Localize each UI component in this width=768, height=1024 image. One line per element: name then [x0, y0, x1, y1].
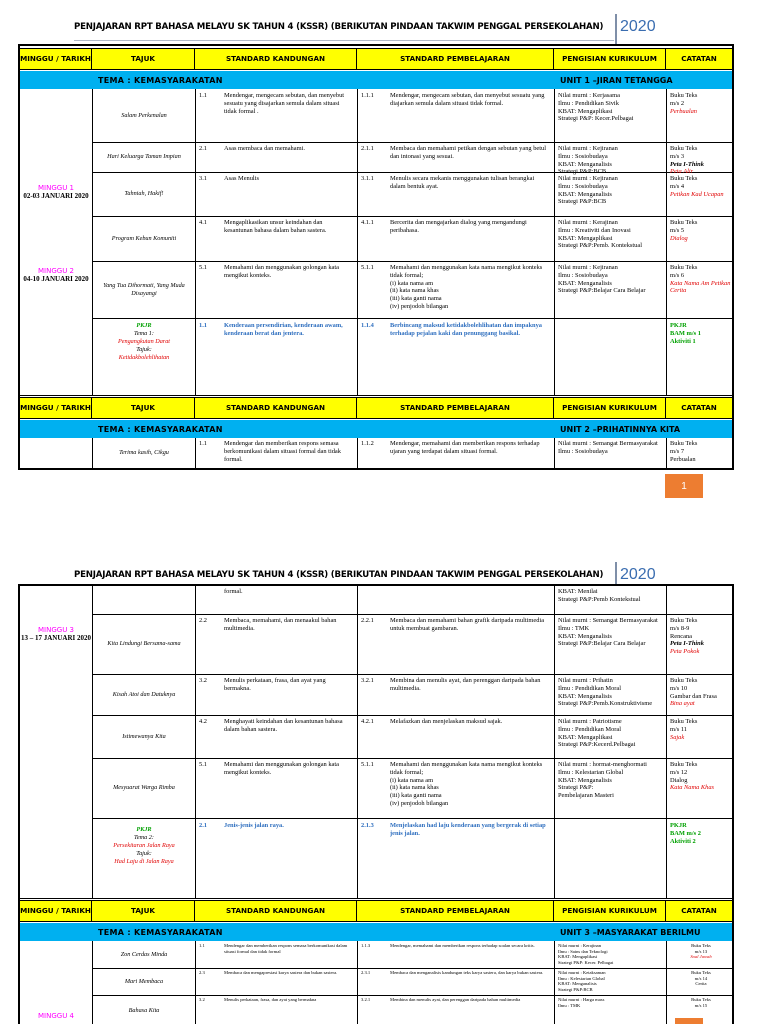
catatan-note: Dialog [670, 234, 688, 242]
pkjr-topic [96, 322, 192, 362]
pengisian-kurikulum: Nilai murni : Kejiranan Ilmu : Sosiobudaya KBAT: Menganalisis Strategi P&P:Belajar Cara Belajar [558, 264, 646, 295]
sk-number: 1.1 [199, 440, 207, 447]
unit-label: UNIT 2 –PRIHATINNYA KITA [560, 424, 681, 434]
rpt-table [18, 584, 734, 1024]
pkjr-aktiviti: Aktiviti 1 [670, 337, 696, 345]
tema-label: TEMA : KEMASYARAKATAN [98, 927, 223, 937]
sp-number: 3.2.1 [361, 677, 374, 684]
topic: Mari Membaca [124, 977, 164, 985]
page-header [0, 10, 768, 46]
tema-row [20, 923, 732, 941]
sk-number: 2.1 [199, 822, 207, 829]
pkjr-bam: BAM m/s 2 [670, 829, 701, 837]
sk-number: 2.1 [199, 145, 207, 152]
catatan-ithink: Peta I-Think [670, 160, 704, 168]
catatan-note: Kata Nama Am Petikan Cerita [670, 279, 731, 295]
week-2 [20, 267, 92, 283]
week-3 [20, 626, 92, 642]
sp-number: 1.1.4 [361, 322, 374, 329]
sk-number: 1.1 [199, 322, 207, 329]
sp-number: 1.1.1 [361, 92, 374, 99]
document-title: PENJAJARAN RPT BAHASA MELAYU SK TAHUN 4 (KSSR) (BERIKUTAN PINDAAN TAKWIM PENGGAL PERSEKOLAHAN) [74, 22, 604, 32]
tema-row-2 [20, 420, 732, 438]
catatan-text: Buku Teks m/s 13 [691, 943, 711, 954]
week-label: MINGGU 1 [38, 184, 74, 192]
sk-number: 4.1 [199, 219, 207, 226]
standard-pembelajaran: Mendengar, mengecam sebutan, dan menyebut sesuatu yang diajarkan semula dalam situasi tidak formal. [390, 92, 545, 107]
week-label: MINGGU 4 [38, 1012, 74, 1020]
pkjr-label: PKJR [136, 322, 152, 329]
standard-kandungan: Mendengar, mengecam sebutan, dan menyebut sesuatu yang disajarkan semula dalam situasi tidak formal . [224, 92, 345, 115]
tema-label: TEMA : KEMASYARAKATAN [98, 424, 223, 434]
column-header-row [20, 900, 732, 922]
catatan [670, 822, 732, 845]
pkjr-tema-name: Pengangkutan Darat [117, 338, 171, 346]
standard-pembelajaran: Membaca dan memahami petikan dengan sebutan yang betul dan intonasi yang sesuai. [390, 145, 546, 160]
pkjr-topic [96, 826, 192, 866]
catatan-note: Soal Jawab [690, 954, 712, 959]
standard-pembelajaran: Menulis secara mekanis menggunakan tulisan berangkai dalam bentuk ayat. [390, 175, 535, 190]
standard-pembelajaran: Melafazkan dan menjelaskan maksud sajak. [390, 718, 503, 725]
catatan: Buku Teks m/s 15 [691, 997, 711, 1008]
catatan [670, 617, 732, 656]
col-standard-kandungan: STANDARD KANDUNGAN [195, 49, 357, 69]
sk-number: 4.2 [199, 718, 207, 725]
pengisian-kurikulum: Nilai murni : Kerjasama Ilmu : Pendidikan Sivik KBAT: Mengaplikasi Strategi P&P: Kecer.Pelbagai [558, 92, 634, 123]
standard-pembelajaran: Membina dan menulis ayat, dan perenggan daripada bahan multimedia [390, 997, 521, 1002]
pkjr-tajuk-name: Ketidakbolehlihatan [118, 354, 170, 362]
sk-number: 2.2 [199, 617, 207, 624]
standard-pembelajaran: Memahami dan menggunakan kata nama mengikut konteks tidak formal; (i) kata nama am (ii) kata nama khas (iii) kata ganti nama (iv) penjodoh bilangan [390, 264, 543, 311]
sp-number: 2.1.1 [361, 145, 374, 152]
column-header-row-2 [20, 397, 732, 419]
col-minggu: MINGGU / TARIKH [20, 398, 92, 418]
sk-number: 3.1 [199, 175, 207, 182]
pengisian-kurikulum: Nilai murni : Semangat Bermasyarakat Ilmu : Sosiobudaya [558, 440, 658, 455]
pengisian-kurikulum-continued: KBAT: Menilai Strategi P&P:Pemb Kontekstual [558, 588, 641, 603]
col-pengisian-kurikulum: PENGISIAN KURIKULUM [554, 49, 666, 69]
topic: Salam Perkenalan [121, 111, 167, 119]
topic: Program Kebun Komuniti [111, 234, 177, 242]
col-minggu: MINGGU / TARIKH [20, 901, 92, 921]
sp-number: 2.3.1 [361, 970, 371, 975]
sp-number: 2.1.3 [361, 822, 374, 829]
col-pengisian-kurikulum: PENGISIAN KURIKULUM [554, 398, 666, 418]
catatan-note: Peta Alir [670, 168, 694, 176]
catatan-text: Buku Teks m/s 4 [670, 175, 698, 190]
sp-number: 1.1.3 [361, 943, 371, 948]
sk-number: 5.1 [199, 761, 207, 768]
pkjr-tag: PKJR [670, 822, 687, 829]
sk-number: 1.1 [199, 943, 205, 948]
pkjr-tema: Tema 2: [134, 834, 154, 842]
pengisian-kurikulum: Nilai murni : Semangat Bermasyarakat Ilmu : TMK KBAT: Menganalisis Strategi P&P:Belajar Cara Belajar [558, 617, 658, 648]
topic: Hari Keluarga Taman Impian [107, 153, 181, 161]
catatan-text: Buku Teks m/s 3 [670, 145, 698, 160]
standard-kandungan: Asas membaca dan memahami. [224, 145, 305, 152]
document-title: PENJAJARAN RPT BAHASA MELAYU SK TAHUN 4 (KSSR) (BERIKUTAN PINDAAN TAKWIM PENGGAL PERSEKOLAHAN) [74, 570, 604, 580]
standard-kandungan: Mengaplikasikan unsur keindahan dan kesantunan bahasa dalam bahan sastera. [224, 219, 327, 234]
catatan [670, 718, 732, 741]
col-tajuk: TAJUK [92, 901, 195, 921]
week-dates: 04-10 JANUARI 2020 [23, 275, 89, 284]
standard-kandungan: Mendengar dan memberikan respons semasa berkomunikasi dalam situasi formal dan tidak formal [224, 943, 348, 954]
document-year: 2020 [620, 18, 656, 35]
sp-number: 4.1.1 [361, 219, 374, 226]
catatan [670, 761, 732, 792]
table-body-2 [20, 941, 732, 1024]
standard-pembelajaran: Membaca dan menganalisis kandungan teks karya sastera, dan karya bukan sastera. [390, 970, 544, 975]
standard-pembelajaran: Bercerita dan mengajarkan dialog yang mengandungi peribahasa. [390, 219, 527, 234]
col-standard-pembelajaran: STANDARD PEMBELAJARAN [357, 49, 554, 69]
topic: Bahasa Kita [128, 1006, 160, 1014]
col-standard-kandungan: STANDARD KANDUNGAN [195, 398, 357, 418]
header-divider [615, 14, 617, 44]
catatan-ithink: Peta I-Think [670, 640, 704, 648]
standard-kandungan: Menulis perkataan, frasa, dan ayat yang bermakna [224, 997, 317, 1002]
pkjr-label: PKJR [136, 826, 152, 833]
pkjr-tajuk: Tajuk: [136, 850, 152, 858]
header-underline [74, 40, 614, 41]
catatan-note: Petikan Kad Ucapan [670, 190, 724, 198]
tema-row [20, 71, 732, 89]
week-4 [20, 1012, 92, 1020]
document-year: 2020 [620, 566, 656, 583]
catatan-note: Bina ayat [670, 700, 695, 708]
catatan-text: Buku Teks m/s 5 [670, 219, 698, 234]
standard-kandungan: Mendengar dan memberikan respons semasa berkomunikasi dalam situasi formal dan tidak formal. [224, 440, 341, 463]
pengisian-kurikulum: Nilai murni : Kerajinan Ilmu : Sains dan Teknologi KBAT: Mengaplikasi Strategi P&P: Kecer. Pelbagai [558, 943, 614, 965]
catatan: Buku Teks m/s 7 Perbualan [670, 440, 698, 463]
catatan [670, 175, 732, 198]
standard-pembelajaran: Berbincang maksud ketidakbolehlihatan dan impaknya terhadap pejalan kaki dan penunggang basikal. [390, 322, 543, 337]
catatan [670, 92, 732, 115]
sp-number: 4.2.1 [361, 718, 374, 725]
pengisian-kurikulum: Nilai murni : Patriotisme Ilmu : Pendidikan Moral KBAT: Mengaplikasi Strategi P&P:Kecerd.Pelbagai [558, 718, 636, 749]
col-catatan: CATATAN [681, 906, 717, 916]
catatan-note: Kata Nama Khas [670, 784, 715, 792]
standard-kandungan: Menghayati keindahan dan kesantunan bahasa dalam bahan sastera. [224, 718, 343, 733]
catatan [670, 943, 732, 960]
sp-number: 1.1.2 [361, 440, 374, 447]
catatan [670, 677, 732, 708]
pengisian-kurikulum: Nilai murni : hormat-menghormati Ilmu : Kelestarian Global KBAT: Menganalisis Strategi P&P: Pembelajaran Masteri [558, 761, 647, 800]
standard-pembelajaran: Memahami dan menggunakan kata nama mengikut konteks tidak formal; (i) kata nama am (ii) kata nama khas (iii) kata ganti nama (iv) penjodoh bilangan [390, 761, 543, 808]
pkjr-tag: PKJR [670, 322, 687, 329]
topic: Kisah Atoi dan Datuknya [112, 690, 176, 698]
week-dates: 13 – 17 JANUARI 2020 [21, 634, 91, 643]
col-catatan: CATATAN [681, 403, 717, 413]
sp-number: 3.1.1 [361, 175, 374, 182]
topic: Zon Cerdas Minda [120, 950, 168, 958]
standard-pembelajaran: Menjelaskan had laju kenderaan yang bergerak di setiap jenis jalan. [390, 822, 546, 837]
col-standard-pembelajaran: STANDARD PEMBELAJARAN [357, 398, 554, 418]
catatan-note: Sajak [670, 733, 685, 741]
pkjr-tajuk: Tajuk: [136, 346, 152, 354]
column-header-row [20, 48, 732, 70]
standard-kandungan: Asas Menulis [224, 175, 259, 182]
pengisian-kurikulum: Nilai murni : Kejiranan Ilmu : Sosiobudaya KBAT: Menganalisis Strategi P&P:BCB [558, 145, 618, 176]
standard-kandungan: Memahami dan menggunakan golongan kata mengikut konteks. [224, 761, 339, 776]
catatan [670, 264, 732, 295]
sk-number: 2.3 [199, 970, 205, 975]
catatan [670, 145, 732, 176]
sk-number: 3.2 [199, 997, 205, 1002]
topic: Terima kasih, Cikgu [119, 449, 169, 457]
week-label: MINGGU 2 [38, 267, 74, 275]
week-1 [20, 184, 92, 200]
pkjr-tema-name: Persekitaran Jalan Raya [113, 842, 175, 850]
page-number-badge: 1 [665, 474, 703, 498]
sp-number: 2.2.1 [361, 617, 374, 624]
standard-kandungan: Jenis-jenis jalan raya. [224, 822, 284, 829]
pkjr-aktiviti: Aktiviti 2 [670, 837, 696, 845]
catatan [670, 219, 732, 242]
sp-number: 5.1.1 [361, 264, 374, 271]
standard-kandungan: Menulis perkataan, frasa, dan ayat yang bermakna. [224, 677, 326, 692]
topic: Yang Tua Dihormati, Yang Muda Disayangi [103, 281, 185, 297]
col-tajuk: TAJUK [92, 398, 195, 418]
topic: Istimewanya Kita [122, 732, 166, 740]
catatan [670, 322, 732, 345]
table-body-2 [20, 438, 732, 468]
col-catatan: CATATAN [681, 54, 717, 64]
pkjr-tema: Tema 1: [134, 330, 154, 338]
pengisian-kurikulum: Nilai murni : Harga mass Ilmu : TMK [558, 997, 605, 1008]
table-body [20, 586, 732, 898]
pengisian-kurikulum: Nilai murni : Ketaksaman Ilmu : Kelestarian Global KBAT: Menganalisis Strategi P&P:BCB [558, 970, 606, 992]
sk-number: 1.1 [199, 92, 207, 99]
catatan-text: Buku Teks m/s 11 [670, 718, 698, 733]
catatan-note: Perbualan [670, 107, 697, 115]
topic: Mesyuarat Warga Rimba [113, 784, 175, 792]
col-standard-pembelajaran: STANDARD PEMBELAJARAN [357, 901, 554, 921]
page-2 [0, 548, 768, 1024]
pengisian-kurikulum: Nilai murni : Prihatin Ilmu : Pendidikan Moral KBAT: Menganalisis Strategi P&P:Pemb.Konstruktivisme [558, 677, 653, 708]
page-number-badge [675, 1018, 703, 1024]
week-dates: 02-03 JANUARI 2020 [23, 192, 89, 201]
standard-kandungan-continued: formal. [224, 588, 243, 595]
pengisian-kurikulum: Nilai murni : Kejiranan Ilmu : Sosiobudaya KBAT: Menganalisis Strategi P&P:BCB [558, 175, 618, 206]
catatan-text: Buku Teks m/s 2 [670, 92, 698, 107]
page-1 [0, 0, 768, 500]
catatan-text: Buku Teks m/s 8-9 Rencana [670, 617, 698, 640]
tema-label: TEMA : KEMASYARAKATAN [98, 75, 223, 85]
standard-kandungan: Membaca, memahami, dan menaakul bahan multimedia. [224, 617, 337, 632]
sp-number: 5.1.1 [361, 761, 374, 768]
week-label: MINGGU 3 [38, 626, 74, 634]
sk-number: 3.2 [199, 677, 207, 684]
topic: Tahniah, Hakif! [124, 190, 164, 198]
catatan-note: Peta Pokok [670, 648, 700, 656]
standard-pembelajaran: Mendengar, memahami dan memberikan respons terhadap ujaran yang terdapat dalam situasi formal. [390, 440, 540, 455]
standard-kandungan: Membaca dan mengapresiasi karya sastera dan bukan sastera. [224, 970, 338, 975]
table-body [20, 89, 732, 395]
topic: Kita Lindungi Bersama-sama [107, 640, 181, 648]
sp-number: 3.2.1 [361, 997, 371, 1002]
col-tajuk: TAJUK [92, 49, 195, 69]
col-minggu: MINGGU / TARIKH [20, 49, 92, 69]
standard-kandungan: Kenderaan persendirian, kenderaan awam, kenderaan berat dan jentera. [224, 322, 343, 337]
unit-label: UNIT 1 –JIRAN TETANGGA [560, 75, 673, 85]
rpt-table [18, 44, 734, 470]
unit-label: UNIT 3 –MASYARAKAT BERILMU [560, 927, 701, 937]
pengisian-kurikulum: Nilai murni : Kerajinan Ilmu : Kreativiti dan Inovasi KBAT: Mengaplikasi Strategi P&P:Pemb. Kontekstual [558, 219, 642, 250]
standard-pembelajaran: Mendengar, memahami dan memberikan respons terhadap soalan secara kritis. [390, 943, 535, 948]
standard-kandungan: Memahami dan menggunakan golongan kata mengikut konteks. [224, 264, 339, 279]
standard-pembelajaran: Membina dan menulis ayat, dan perenggan daripada bahan multimedia. [390, 677, 541, 692]
pkjr-tajuk-name: Had Laju di Jalan Raya [114, 858, 174, 866]
sk-number: 5.1 [199, 264, 207, 271]
catatan-text: Buku Teks m/s 10 Gambar dan Frasa [670, 677, 717, 700]
col-standard-kandungan: STANDARD KANDUNGAN [195, 901, 357, 921]
standard-pembelajaran: Membaca dan memahami bahan grafik daripada multimedia untuk membuat gambaran. [390, 617, 545, 632]
catatan: Buku Teks m/s 14 Cerita [691, 970, 711, 986]
catatan-text: Buku Teks m/s 12 Dialog [670, 761, 698, 784]
col-pengisian-kurikulum: PENGISIAN KURIKULUM [554, 901, 666, 921]
pkjr-bam: BAM m/s 1 [670, 329, 701, 337]
catatan-text: Buku Teks m/s 6 [670, 264, 698, 279]
